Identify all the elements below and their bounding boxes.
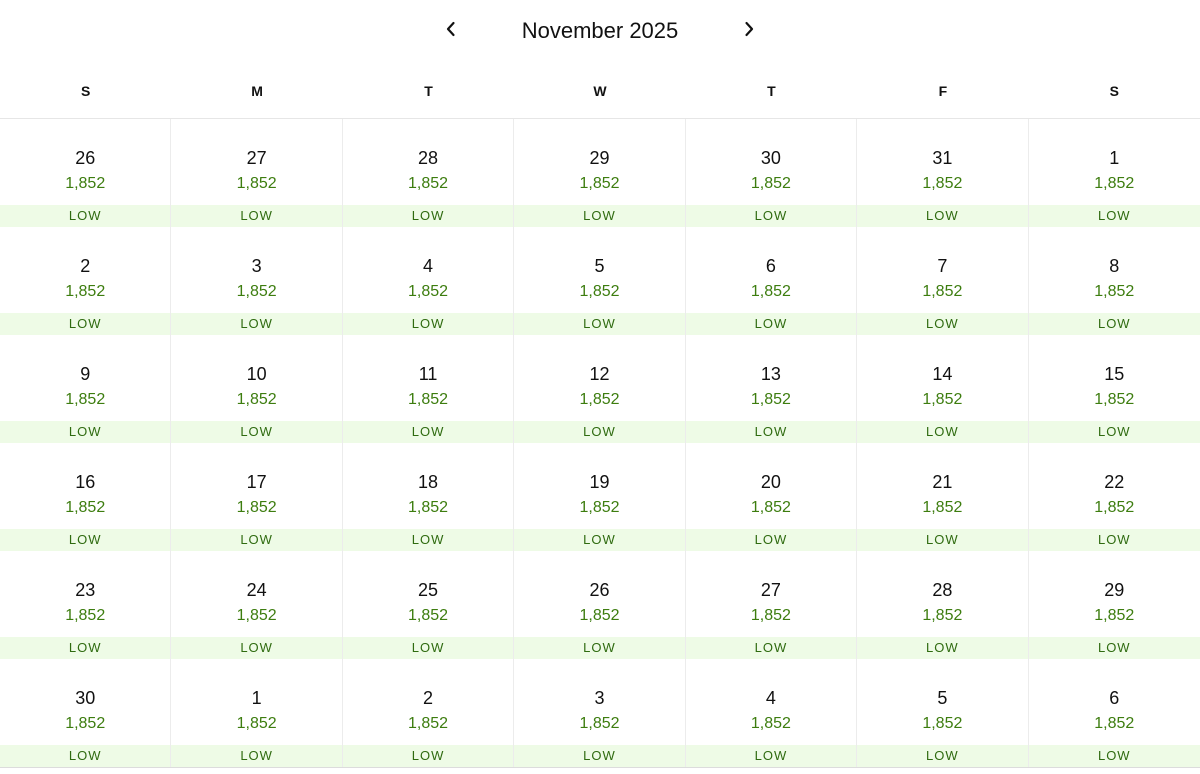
day-number: 14 xyxy=(932,364,953,384)
calendar-day-cell[interactable] xyxy=(514,119,685,227)
calendar-day-cell[interactable] xyxy=(171,659,342,767)
fare-level-badge: LOW xyxy=(171,637,341,659)
day-number: 6 xyxy=(1109,688,1120,708)
fare-level-badge: LOW xyxy=(0,637,170,659)
day-number: 25 xyxy=(418,580,439,600)
day-number: 22 xyxy=(1104,472,1125,492)
day-price: 1,852 xyxy=(408,175,449,192)
day-price: 1,852 xyxy=(922,391,963,408)
day-price: 1,852 xyxy=(65,283,106,300)
day-price: 1,852 xyxy=(750,283,791,300)
day-number: 16 xyxy=(75,472,96,492)
weekday-friday: F xyxy=(938,83,948,99)
fare-level-badge: LOW xyxy=(1029,313,1200,335)
fare-level-badge: LOW xyxy=(514,745,684,767)
fare-level-badge: LOW xyxy=(857,529,1027,551)
day-number: 18 xyxy=(418,472,439,492)
fare-level-badge: LOW xyxy=(0,205,170,227)
day-price: 1,852 xyxy=(65,499,106,516)
day-number: 17 xyxy=(246,472,267,492)
day-price: 1,852 xyxy=(579,499,620,516)
fare-level-badge: LOW xyxy=(514,205,684,227)
day-price: 1,852 xyxy=(750,499,791,516)
calendar-grid xyxy=(0,119,1200,767)
day-price: 1,852 xyxy=(750,715,791,732)
day-number: 13 xyxy=(760,364,781,384)
fare-level-badge: LOW xyxy=(343,637,513,659)
day-number: 27 xyxy=(246,148,267,168)
day-number: 27 xyxy=(760,580,781,600)
day-price: 1,852 xyxy=(579,607,620,624)
day-price: 1,852 xyxy=(236,175,277,192)
fare-level-badge: LOW xyxy=(343,745,513,767)
day-price: 1,852 xyxy=(922,715,963,732)
fare-level-badge: LOW xyxy=(514,313,684,335)
day-number: 30 xyxy=(75,688,96,708)
day-price: 1,852 xyxy=(408,283,449,300)
day-price: 1,852 xyxy=(408,715,449,732)
fare-level-badge: LOW xyxy=(514,421,684,443)
day-number: 30 xyxy=(760,148,781,168)
fare-level-badge: LOW xyxy=(343,313,513,335)
fare-level-badge: LOW xyxy=(857,637,1027,659)
fare-level-badge: LOW xyxy=(514,637,684,659)
calendar-day-cell[interactable] xyxy=(686,119,857,227)
calendar-day-cell[interactable] xyxy=(0,443,171,551)
day-price: 1,852 xyxy=(579,391,620,408)
weekday-sunday: S xyxy=(81,83,91,99)
calendar-day-cell[interactable] xyxy=(0,659,171,767)
fare-level-badge: LOW xyxy=(857,745,1027,767)
calendar-day-cell[interactable] xyxy=(857,659,1028,767)
day-number: 3 xyxy=(594,688,605,708)
fare-level-badge: LOW xyxy=(686,745,856,767)
fare-level-badge: LOW xyxy=(0,529,170,551)
day-number: 1 xyxy=(1109,148,1120,168)
day-number: 12 xyxy=(589,364,610,384)
fare-level-badge: LOW xyxy=(686,313,856,335)
calendar-day-cell[interactable] xyxy=(686,335,857,443)
chevron-left-icon xyxy=(444,21,458,37)
fare-level-badge: LOW xyxy=(1029,205,1200,227)
day-price: 1,852 xyxy=(65,391,106,408)
calendar-day-cell[interactable] xyxy=(686,551,857,659)
calendar-day-cell[interactable] xyxy=(686,227,857,335)
day-number: 2 xyxy=(423,688,434,708)
weekday-saturday: S xyxy=(1109,83,1119,99)
calendar-day-cell[interactable] xyxy=(171,227,342,335)
day-price: 1,852 xyxy=(750,391,791,408)
calendar-day-cell[interactable] xyxy=(686,659,857,767)
previous-month-button[interactable] xyxy=(436,14,466,44)
calendar-day-cell[interactable] xyxy=(1029,335,1200,443)
day-number: 1 xyxy=(251,688,262,708)
calendar-day-cell[interactable] xyxy=(514,551,685,659)
fare-level-badge: LOW xyxy=(171,313,341,335)
day-number: 19 xyxy=(589,472,610,492)
day-price: 1,852 xyxy=(65,175,106,192)
calendar-day-cell[interactable] xyxy=(171,335,342,443)
calendar-day-cell[interactable] xyxy=(343,119,514,227)
day-price: 1,852 xyxy=(922,175,963,192)
day-number: 29 xyxy=(1104,580,1125,600)
fare-level-badge: LOW xyxy=(1029,529,1200,551)
calendar-day-cell[interactable] xyxy=(171,551,342,659)
calendar-day-cell[interactable] xyxy=(686,443,857,551)
calendar-day-cell[interactable] xyxy=(343,443,514,551)
day-number: 28 xyxy=(418,148,439,168)
month-title: November 2025 xyxy=(521,18,679,43)
day-price: 1,852 xyxy=(408,607,449,624)
day-number: 5 xyxy=(594,256,605,276)
day-price: 1,852 xyxy=(408,391,449,408)
calendar-day-cell[interactable] xyxy=(0,227,171,335)
fare-level-badge: LOW xyxy=(0,745,170,767)
fare-level-badge: LOW xyxy=(514,529,684,551)
day-number: 10 xyxy=(246,364,267,384)
fare-level-badge: LOW xyxy=(171,205,341,227)
fare-level-badge: LOW xyxy=(343,529,513,551)
calendar-day-cell[interactable] xyxy=(343,659,514,767)
calendar-header xyxy=(0,0,1200,64)
fare-level-badge: LOW xyxy=(343,421,513,443)
day-price: 1,852 xyxy=(236,283,277,300)
day-price: 1,852 xyxy=(1094,175,1135,192)
weekday-thursday: T xyxy=(767,83,776,99)
fare-level-badge: LOW xyxy=(857,205,1027,227)
day-price: 1,852 xyxy=(236,715,277,732)
calendar-day-cell[interactable] xyxy=(857,227,1028,335)
day-number: 29 xyxy=(589,148,610,168)
day-number: 28 xyxy=(932,580,953,600)
calendar-day-cell[interactable] xyxy=(171,443,342,551)
fare-level-badge: LOW xyxy=(857,313,1027,335)
day-price: 1,852 xyxy=(579,283,620,300)
day-number: 23 xyxy=(75,580,96,600)
calendar-day-cell[interactable] xyxy=(171,119,342,227)
day-number: 11 xyxy=(418,364,438,384)
fare-level-badge: LOW xyxy=(686,529,856,551)
day-price: 1,852 xyxy=(579,175,620,192)
calendar-day-cell[interactable] xyxy=(0,551,171,659)
day-number: 31 xyxy=(932,148,953,168)
day-number: 26 xyxy=(75,148,96,168)
weekday-wednesday: W xyxy=(593,83,607,99)
calendar-day-cell[interactable] xyxy=(857,335,1028,443)
day-price: 1,852 xyxy=(1094,607,1135,624)
calendar-day-cell[interactable] xyxy=(343,551,514,659)
day-number: 4 xyxy=(423,256,434,276)
day-number: 7 xyxy=(937,256,948,276)
calendar-day-cell[interactable] xyxy=(857,443,1028,551)
fare-level-badge: LOW xyxy=(1029,421,1200,443)
fare-level-badge: LOW xyxy=(686,637,856,659)
day-number: 26 xyxy=(589,580,610,600)
fare-level-badge: LOW xyxy=(686,421,856,443)
calendar-day-cell[interactable] xyxy=(514,443,685,551)
day-price: 1,852 xyxy=(922,607,963,624)
day-price: 1,852 xyxy=(750,607,791,624)
fare-level-badge: LOW xyxy=(343,205,513,227)
day-price: 1,852 xyxy=(579,715,620,732)
day-price: 1,852 xyxy=(1094,715,1135,732)
calendar-day-cell[interactable] xyxy=(1029,227,1200,335)
calendar-bottom-border xyxy=(0,767,1200,768)
day-price: 1,852 xyxy=(408,499,449,516)
day-price: 1,852 xyxy=(236,499,277,516)
day-price: 1,852 xyxy=(1094,283,1135,300)
calendar-day-cell[interactable] xyxy=(1029,443,1200,551)
day-price: 1,852 xyxy=(1094,499,1135,516)
calendar-day-cell[interactable] xyxy=(1029,659,1200,767)
day-number: 8 xyxy=(1109,256,1120,276)
day-number: 9 xyxy=(80,364,91,384)
day-price: 1,852 xyxy=(236,607,277,624)
day-number: 20 xyxy=(760,472,781,492)
calendar-day-cell[interactable] xyxy=(1029,551,1200,659)
weekday-tuesday: T xyxy=(424,83,433,99)
day-price: 1,852 xyxy=(1094,391,1135,408)
day-number: 21 xyxy=(932,472,953,492)
day-price: 1,852 xyxy=(922,283,963,300)
calendar-day-cell[interactable] xyxy=(514,227,685,335)
calendar-day-cell[interactable] xyxy=(343,227,514,335)
fare-level-badge: LOW xyxy=(0,313,170,335)
weekday-header-row xyxy=(0,64,1200,119)
fare-level-badge: LOW xyxy=(171,745,341,767)
calendar-day-cell[interactable] xyxy=(1029,119,1200,227)
fare-level-badge: LOW xyxy=(0,421,170,443)
calendar-day-cell[interactable] xyxy=(0,335,171,443)
calendar-day-cell[interactable] xyxy=(514,659,685,767)
fare-level-badge: LOW xyxy=(171,529,341,551)
calendar-day-cell[interactable] xyxy=(857,551,1028,659)
day-number: 4 xyxy=(765,688,776,708)
fare-level-badge: LOW xyxy=(1029,637,1200,659)
day-price: 1,852 xyxy=(236,391,277,408)
fare-level-badge: LOW xyxy=(1029,745,1200,767)
calendar-day-cell[interactable] xyxy=(343,335,514,443)
day-number: 2 xyxy=(80,256,91,276)
day-price: 1,852 xyxy=(750,175,791,192)
day-number: 3 xyxy=(251,256,262,276)
chevron-right-icon xyxy=(742,21,756,37)
day-price: 1,852 xyxy=(922,499,963,516)
fare-level-badge: LOW xyxy=(857,421,1027,443)
next-month-button[interactable] xyxy=(734,14,764,44)
calendar-day-cell[interactable] xyxy=(0,119,171,227)
fare-level-badge: LOW xyxy=(171,421,341,443)
day-number: 6 xyxy=(765,256,776,276)
weekday-monday: M xyxy=(251,83,263,99)
day-price: 1,852 xyxy=(65,607,106,624)
fare-level-badge: LOW xyxy=(686,205,856,227)
calendar-day-cell[interactable] xyxy=(857,119,1028,227)
day-number: 24 xyxy=(246,580,267,600)
day-number: 5 xyxy=(937,688,948,708)
day-price: 1,852 xyxy=(65,715,106,732)
day-number: 15 xyxy=(1104,364,1125,384)
calendar-day-cell[interactable] xyxy=(514,335,685,443)
